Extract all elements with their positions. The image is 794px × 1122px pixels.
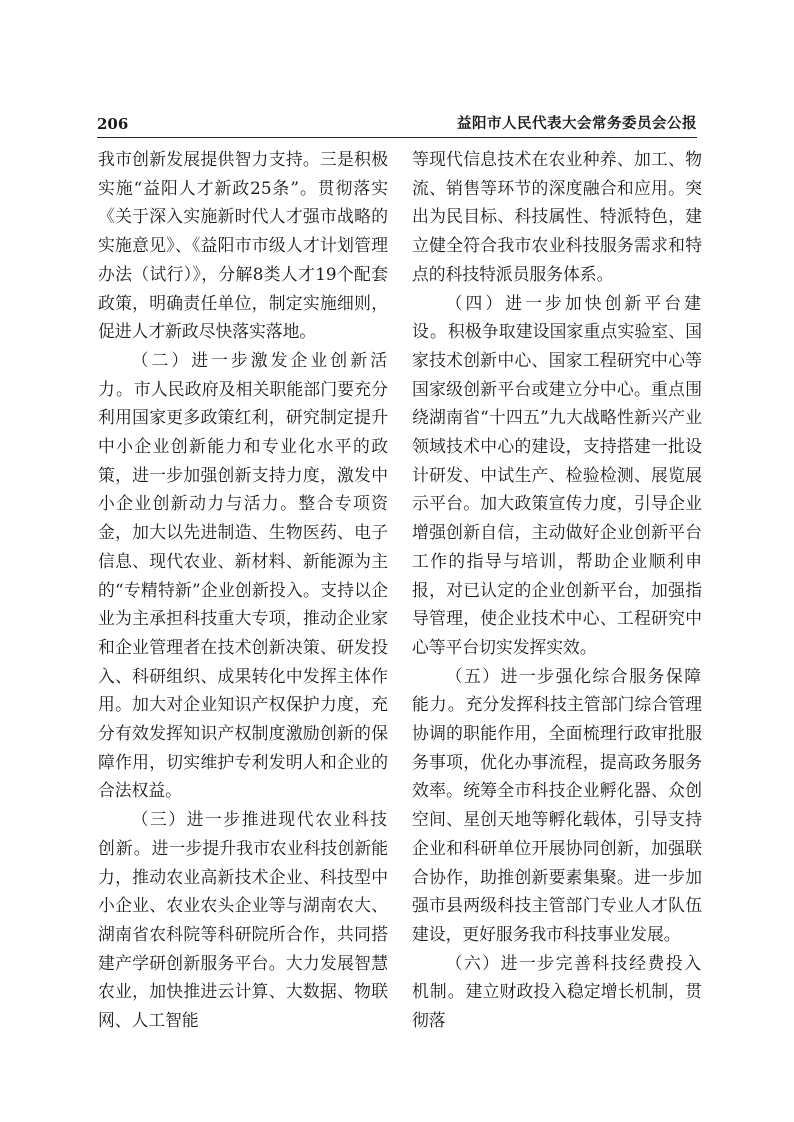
left-column (98, 145, 388, 1035)
paragraph-service-support (412, 662, 702, 949)
section-heading-4: （四）进一步加快创新平台建设。 (412, 292, 702, 342)
paragraph-funding-mechanism (412, 949, 702, 1035)
section-body-3: 进一步提升我市农业科技创新能力，推动农业高新技术企业、科技型中小企业、农业农头企业等与湖南农大、湖南省农科院等科研院所合作，共同搭建产学研创新服务平台。大力发展智慧农业，加快推进云计算、大数据、物联网、人工智能 (98, 837, 388, 1031)
section-heading-5: （五）进一步强化综合服务保障能力。 (412, 665, 702, 715)
header-rule (97, 137, 697, 138)
paragraph-innovation-platform (412, 289, 702, 662)
section-body-6: 建立财政投入稳定增长机制，贯彻落 (412, 981, 702, 1031)
section-body-5: 充分发挥科技主管部门综合管理协调的职能作用，全面梳理行政审批服务事项，优化办事流程，提高政务服务效率。统筹全市科技企业孵化器、众创空间、星创天地等孵化载体，引导支持企业和科研单位开展协同创新，加强联合协作，助推创新要素集聚。进一步加强市县两级科技主管部门专业人才队伍建设，更好服务我市科技事业发展。 (412, 694, 702, 944)
journal-title: 益阳市人民代表大会常务委员会公报 (457, 116, 697, 132)
paragraph-agri-tech (98, 805, 388, 1035)
paragraph-talent-policy: 我市创新发展提供智力支持。三是积极实施“益阳人才新政25条”。贯彻落实《关于深入实施新时代人才强市战略的实施意见》、《益阳市市级人才计划管理办法（试行）》，分解8类人才19个配套政策，明确责任单位，制定实施细则，促进人才新政尽快落实落地。 (98, 149, 388, 342)
section-heading-2: （二）进一步激发企业创新活力。 (98, 349, 388, 399)
right-column (412, 145, 702, 1035)
section-heading-3: （三）进一步推进现代农业科技创新。 (98, 809, 388, 858)
section-body-4: 积极争取建设国家重点实验室、国家技术创新中心、国家工程研究中心等国家级创新平台或建立分中心。重点围绕湖南省“十四五”九大战略性新兴产业领域技术中心的建设，支持搭建一批设计研发、中试生产、检验检测、展览展示平台。加大政策宣传力度，引导企业增强创新自信，主动做好企业创新平台工作的指导与培训，帮助企业顺利申报，对已认定的企业创新平台，加强指导管理，使企业技术中心、工程研究中心等平台切实发挥实效。 (412, 321, 702, 657)
section-body-2: 市人民政府及相关职能部门要充分利用国家更多政策红利，研究制定提升中小企业创新能力和专业化水平的政策，进一步加强创新支持力度，激发中小企业创新动力与活力。整合专项资金，加大以先进制造、生物医药、电子信息、现代农业、新材料、新能源为主的“专精特新”企业创新投入。支持以企业为主承担科技重大专项，推动企业家和企业管理者在技术创新决策、研发投入、科研组织、成果转化中发挥主体作用。加大对企业知识产权保护力度，充分有效发挥知识产权制度激励创新的保障作用，切实维护专利发明人和企业的合法权益。 (98, 378, 388, 801)
paragraph-agri-tech-continued: 等现代信息技术在农业种养、加工、物流、销售等环节的深度融合和应用。突出为民目标、科技属性、特派特色，建立健全符合我市农业科技服务需求和特点的科技特派员服务体系。 (412, 149, 702, 284)
section-heading-6: （六）进一步完善科技经费投入机制。 (412, 952, 702, 1002)
paragraph-enterprise-innovation (98, 346, 388, 805)
page-number: 206 (97, 115, 129, 133)
